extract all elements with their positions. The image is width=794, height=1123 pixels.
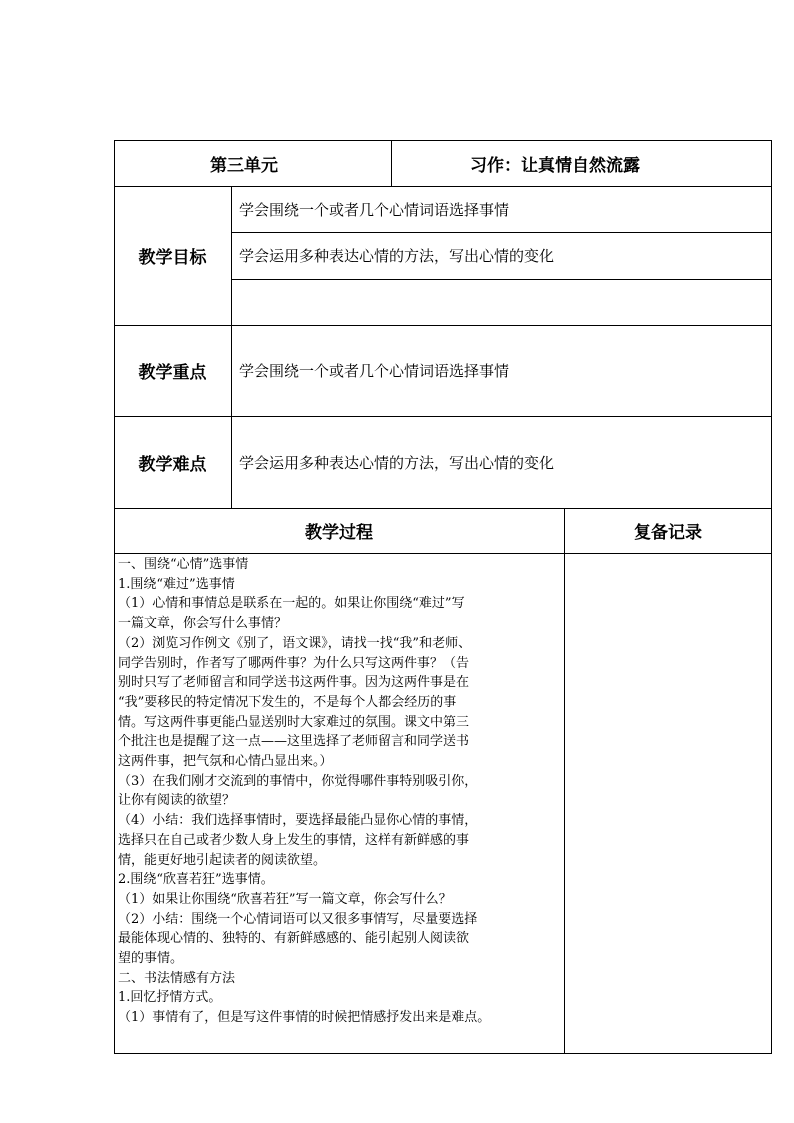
process-line: 别时只写了老师留言和同学送书这两件事。因为这两件事是在 <box>118 675 470 691</box>
process-line: 最能体现心情的、独特的、有新鲜感感的、能引起别人阅读欲 <box>118 931 470 947</box>
process-line: （3）在我们刚才交流到的事情中，你觉得哪件事特别吸引你， <box>118 773 478 789</box>
process-line: 望的事情。 <box>118 951 184 967</box>
key-points-label: 教学重点 <box>138 363 207 383</box>
process-line: （4）小结：我们选择事情时，要选择最能凸显你心情的事情， <box>118 813 478 829</box>
process-line: 情，能更好地引起读者的阅读欲望。 <box>118 852 327 868</box>
process-line: 让你有阅读的欲望？ <box>118 793 236 809</box>
process-line: 同学告别时，作者写了哪两件事？为什么只写这两件事？（告 <box>118 655 470 671</box>
process-line: （1）心情和事情总是联系在一起的。如果让你围绕“难过”写 <box>118 596 465 612</box>
review-notes-area <box>564 553 772 1054</box>
review-notes-header: 复备记录 <box>634 523 702 543</box>
process-header: 教学过程 <box>305 523 373 543</box>
process-line: （2）浏览习作例文《别了，语文课》，请找一找“我”和老师、 <box>118 635 472 651</box>
process-line: 选择只在自己或者少数人身上发生的事情，这样有新鲜感的事 <box>118 832 470 848</box>
process-line: 2.围绕“欣喜若狂”选事情。 <box>118 872 274 888</box>
difficulties-label: 教学难点 <box>138 454 207 475</box>
process-line: （2）小结：围绕一个心情词语可以又很多事情写，尽量要选择 <box>118 911 478 927</box>
column-divider <box>391 140 392 186</box>
process-line: 一、围绕“心情”选事情 <box>118 557 249 572</box>
process-line: 1.围绕“难过”选事情 <box>118 576 235 592</box>
goal-item: 学会运用多种表达心情的方法，写出心情的变化 <box>239 247 555 265</box>
process-line: 情。写这两件事更能凸显送别时大家难过的氛围。课文中第三 <box>118 714 470 730</box>
process-line: （1）事情有了，但是写这件事情的时候把情感抒发出来是难点。 <box>118 1010 491 1026</box>
key-points-text: 学会围绕一个或者几个心情词语选择事情 <box>239 362 510 380</box>
goal-item: 学会围绕一个或者几个心情词语选择事情 <box>239 200 510 219</box>
process-line: 一篇文章，你会写什么事情？ <box>118 616 288 632</box>
process-line: （1）如果让你围绕“欣喜若狂”写一篇文章，你会写什么？ <box>118 891 452 907</box>
process-line: 个批注也是提醒了这一点——这里选择了老师留言和同学送书 <box>118 734 470 750</box>
process-line: 1.回忆抒情方式。 <box>118 990 222 1006</box>
process-line: 二、书法情感有方法 <box>118 970 236 986</box>
goal-item <box>231 279 772 325</box>
unit-title: 第三单元 <box>210 155 278 176</box>
difficulties-text: 学会运用多种表达心情的方法，写出心情的变化 <box>239 453 555 472</box>
process-body <box>118 555 564 1028</box>
process-line: 这两件事，把气氛和心情凸显出来。） <box>118 754 333 770</box>
lesson-title: 习作：让真情自然流露 <box>470 155 640 176</box>
goals-label: 教学目标 <box>138 248 207 268</box>
process-line: “我”要移民的特定情况下发生的，不是每个人都会经历的事 <box>118 694 457 710</box>
